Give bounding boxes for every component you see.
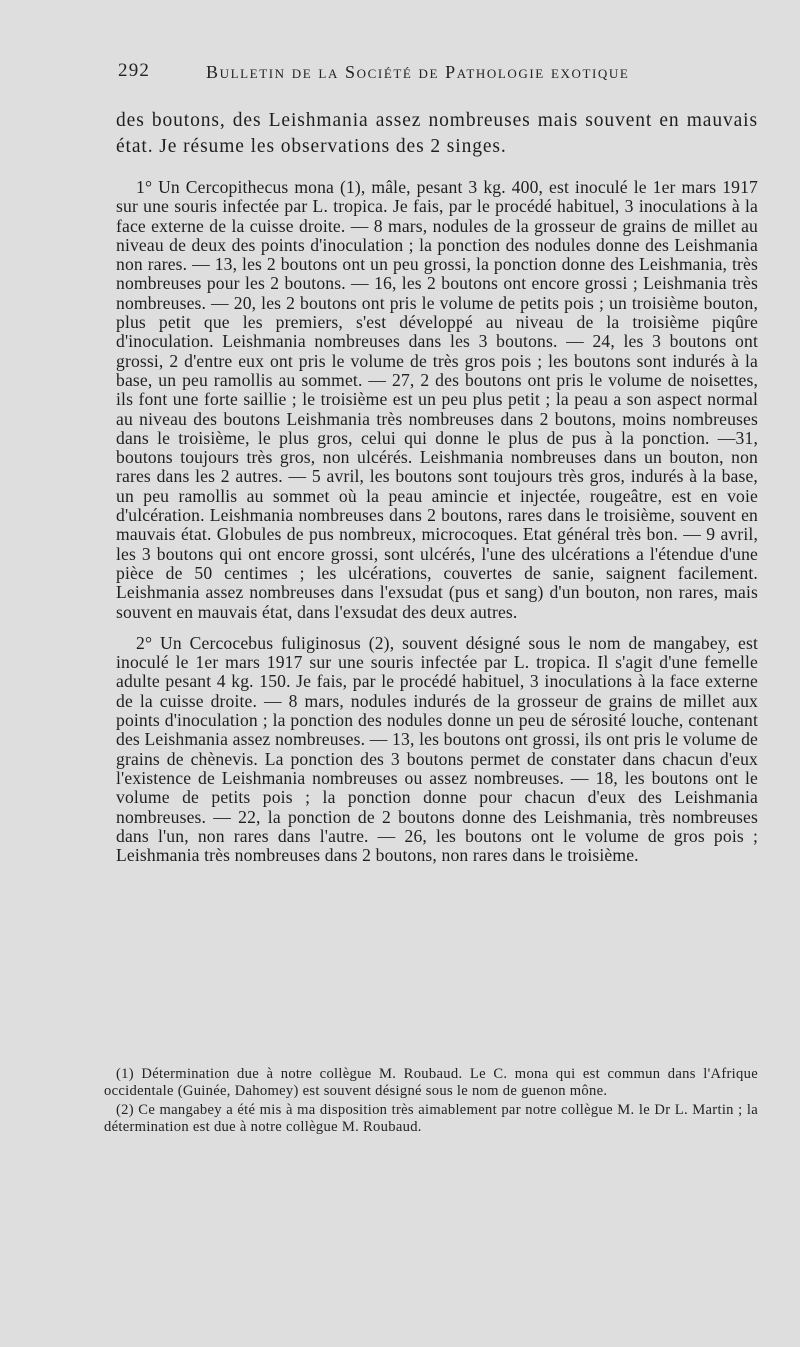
- footnote-1: (1) Détermination due à notre collègue M. Roubaud. Le C. mona qui est commun dans l'Afrique occidentale (Guinée, Dahomey) est souvent désigné sous le nom de guenon mône.: [104, 1066, 758, 1099]
- footnotes: [104, 1066, 758, 1138]
- paragraph-intro: des boutons, des Leishmania assez nombreuses mais souvent en mauvais état. Je résume les observations des 2 singes.: [116, 110, 758, 157]
- page-number: 292: [118, 60, 151, 81]
- main-text: [116, 108, 758, 877]
- footnote-2: (2) Ce mangabey a été mis à ma disposition très aimablement par notre collègue M. le Dr L. Martin ; la détermination est due à notre collègue M. Roubaud.: [104, 1102, 758, 1135]
- paragraph-cercocebus: 2° Un Cercocebus fuliginosus (2), souvent désigné sous le nom de mangabey, est inoculé le 1er mars 1917 sur une souris infectée par L. tropica. Il s'agit d'une femelle adulte pesant 4 kg. 150. Je fais, par le procédé habituel, 3 inoculations à la face externe de la cuisse droite. — 8 mars, nodules indurés de la grosseur de grains de millet aux points d'inoculation ; la ponction des nodules donne un peu de sérosité louche, contenant des Leishmania assez nombreuses. — 13, les boutons ont grossi, ils ont pris le volume de grains de chènevis. La ponction des 3 boutons permet de constater dans chacun d'eux l'existence de Leishmania nombreuses ou assez nombreuses. — 18, les boutons ont le volume de petits pois ; la ponction donne pour chacun d'eux des Leishmania nombreuses. — 22, la ponction de 2 boutons donne des Leishmania, très nombreuses dans l'un, non rares dans l'autre. — 26, les boutons ont le volume de gros pois ; Leishmania très nombreuses dans 2 boutons, non rares dans le troisième.: [116, 632, 758, 866]
- paragraph-cercopithecus: 1° Un Cercopithecus mona (1), mâle, pesant 3 kg. 400, est inoculé le 1er mars 1917 sur une souris infectée par L. tropica. Je fais, par le procédé habituel, 3 inoculations à la face externe de la cuisse droite. — 8 mars, nodules de la grosseur de grains de millet au niveau de deux des points d'inoculation ; la ponction des nodules donne des Leishmania non rares. — 13, les 2 boutons ont un peu grossi, la ponction donne des Leishmania, très nombreuses pour les 2 boutons. — 16, les 2 boutons ont encore grossi ; Leishmania très nombreuses. — 20, les 2 boutons ont pris le volume de petits pois ; un troisième bouton, plus petit que les premiers, s'est développé au niveau de la troisième piqûre d'inoculation. Leishmania nombreuses dans les 3 boutons. — 24, les 3 boutons ont grossi, 2 d'entre eux ont pris le volume de très gros pois ; les boutons sont indurés à la base, un peu ramollis au sommet. — 27, 2 des boutons ont pris le volume de noisettes, ils font une forte saillie ; le troisième est un peu plus petit ; la peau a son aspect normal au niveau des boutons Leishmania très nombreuses dans 2 boutons, moins nombreuses dans le troisième, le plus gros, celui qui donne le plus de pus à la ponction. —31, boutons toujours très gros, non ulcérés. Leishmania nombreuses dans un bouton, non rares dans les 2 autres. — 5 avril, les boutons sont toujours très gros, indurés à la base, un peu ramollis au sommet où la peau amincie et injectée, rougeâtre, est en voie d'ulcération. Leishmania nombreuses dans 2 boutons, rares dans le troisième, souvent en mauvais état. Globules de pus nombreux, microcoques. Etat général très bon. — 9 avril, les 3 boutons qui ont encore grossi, sont ulcérés, l'une des ulcérations a l'étendue d'une pièce de 50 centimes ; les ulcérations, couvertes de sanie, saignent facilement. Leishmania assez nombreuses dans l'exsudat (pus et sang) d'un bouton, non rares, mais souvent en mauvais état, dans l'exsudat des deux autres.: [116, 177, 758, 622]
- running-title: Bulletin de la Société de Pathologie exotique: [206, 62, 630, 82]
